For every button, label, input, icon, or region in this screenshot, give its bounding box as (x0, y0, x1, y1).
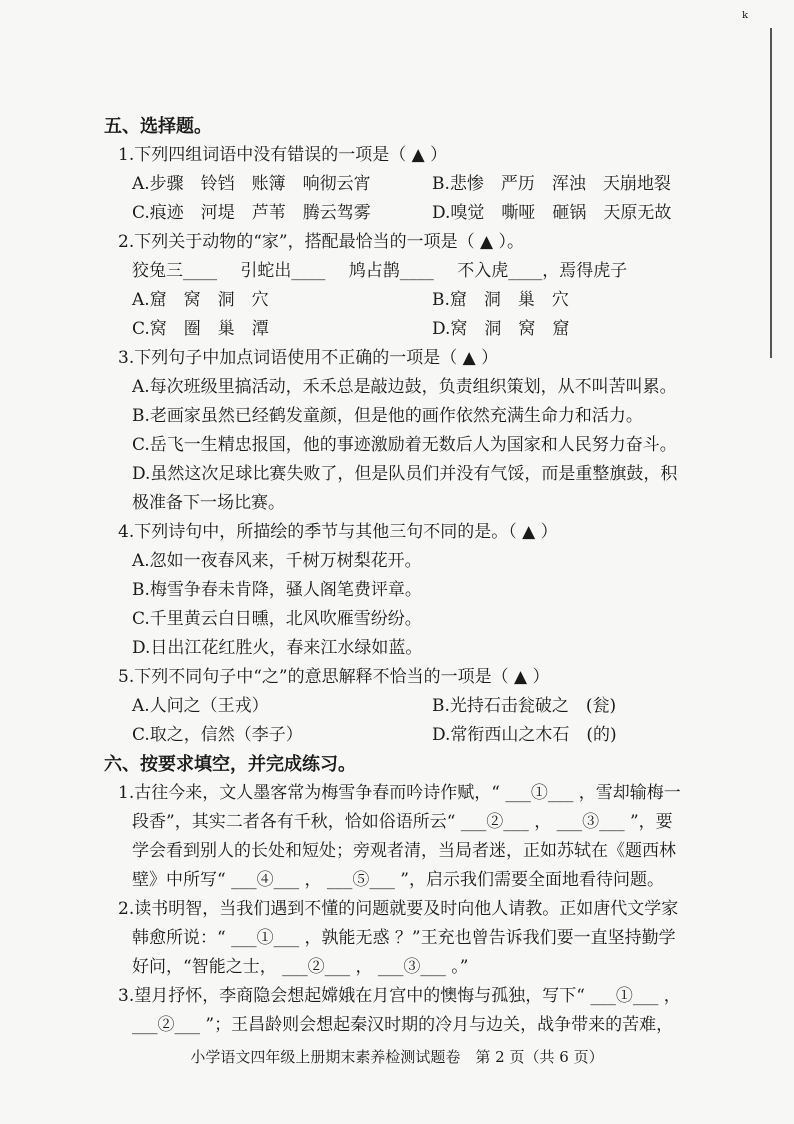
question-2-blanks (132, 257, 704, 286)
option-c: C.岳飞一生精忠报国，他的事迹激励着无数后人为国家和人民努力奋斗。 (132, 435, 677, 455)
option-b: B.老画家虽然已经鹤发童颜，但是他的画作依然充满生命力和活力。 (132, 406, 643, 426)
text-line: 段香”，其实二者各有千秋，恰如俗语所云“ ___②___ ， ___③___ ”，要 (132, 812, 673, 832)
text-line: 好问，“智能之士， ___②___ ， ___③___ 。” (132, 957, 469, 977)
text-line: 学会看到别人的长处和短处；旁观者清，当局者迷，正如苏轼在《题西林 (132, 841, 676, 861)
option-b: B.窟 洞 巢 穴 (432, 290, 569, 310)
question-4-stem: 4.下列诗句中，所描绘的季节与其他三句不同的是。（ ▲ ） (118, 522, 558, 542)
option-c: C.千里黄云白日曛，北风吹雁雪纷纷。 (132, 609, 422, 629)
blank-phrase: 引蛇出____ (240, 261, 326, 281)
fill-question-2 (118, 895, 704, 924)
option-a: A.窟 窝 洞 穴 (132, 290, 269, 310)
blank-phrase: 不入虎____，焉得虎子 (457, 261, 628, 281)
section-6-title: 六、按要求填空，并完成练习。 (104, 754, 356, 775)
fill-question-3 (118, 982, 704, 1011)
text-line: ___②___ ”；王昌龄则会想起秦汉时期的冷月与边关，战争带来的苦难， (132, 1015, 674, 1035)
option-b: B.光持石击瓮破之 (瓮) (432, 696, 617, 716)
option-c: C.痕迹 河堤 芦苇 腾云驾雾 (132, 203, 371, 223)
option-d: D.嗅觉 嘶哑 砸锅 天原无故 (432, 203, 672, 223)
text-line: 韩愈所说：“ ___①___ ，孰能无惑 ？”王充也曾告诉我们要一直坚持勤学 (132, 928, 676, 948)
section-5-title: 五、选择题。 (104, 116, 212, 137)
option-d: D.窝 洞 窝 窟 (432, 319, 570, 339)
option-a: A.忽如一夜春风来，千树万树梨花开。 (132, 551, 422, 571)
exam-content (104, 112, 704, 1040)
question-5 (118, 663, 704, 692)
question-5-stem: 5.下列不同句子中“之”的意思解释不恰当的一项是（ ▲ ） (118, 667, 550, 687)
question-4 (118, 518, 704, 547)
text-line: 2.读书明智，当我们遇到不懂的问题就要及时向他人请教。正如唐代文学家 (118, 899, 679, 919)
text-line: 3.望月抒怀，李商隐会想起嫦娥在月宫中的懊悔与孤独，写下“ ___①___ ， (118, 986, 681, 1006)
corner-mark: ᵏ (742, 8, 748, 27)
question-2-options (132, 286, 704, 344)
option-d: D.日出江花红胜火，春来江水绿如蓝。 (132, 638, 423, 658)
blank-phrase: 鸠占鹊____ (348, 261, 434, 281)
question-1 (118, 141, 704, 170)
text-line: 1.古往今来，文人墨客常为梅雪争春而吟诗作赋，“ ___①___ ，雪却输梅一 (118, 783, 681, 803)
question-3 (118, 344, 704, 373)
question-1-options (132, 170, 704, 228)
question-2-stem: 2.下列关于动物的“家”，搭配最恰当的一项是（ ▲ ）。 (118, 232, 524, 252)
option-d-continued: 极准备下一场比赛。 (132, 493, 285, 513)
question-3-stem: 3.下列句子中加点词语使用不正确的一项是（ ▲ ） (118, 348, 499, 368)
fill-question-1 (118, 779, 704, 808)
option-d: D.虽然这次足球比赛失败了，但是队员们并没有气馁，而是重整旗鼓，积 (132, 464, 678, 484)
option-b: B.梅雪争春未肯降，骚人阁笔费评章。 (132, 580, 422, 600)
option-b: B.悲惨 严历 浑浊 天崩地裂 (432, 174, 671, 194)
option-a: A.人问之（王戎） (132, 696, 269, 716)
option-c: C.取之，信然（李子） (132, 725, 303, 745)
page-footer: 小学语文四年级上册期末素养检测试题卷 第 2 页（共 6 页） (190, 1048, 604, 1066)
question-1-stem: 1.下列四组词语中没有错误的一项是（ ▲ ） (118, 145, 448, 165)
question-2 (118, 228, 704, 257)
question-5-options (132, 692, 704, 750)
option-c: C.窝 圈 巢 潭 (132, 319, 269, 339)
option-a: A.每次班级里搞活动，禾禾总是敲边鼓，负责组织策划，从不叫苦叫累。 (132, 377, 677, 397)
blank-phrase: 狡兔三____ (132, 261, 217, 281)
option-a: A.步骤 铃铛 账簿 响彻云宵 (132, 174, 371, 194)
option-d: D.常衔西山之木石 (的) (432, 725, 617, 745)
text-line: 壁》中所写“ ___④___ ， ___⑤___ ”，启示我们需要全面地看待问题。 (132, 870, 664, 890)
scan-edge-line (770, 28, 772, 358)
